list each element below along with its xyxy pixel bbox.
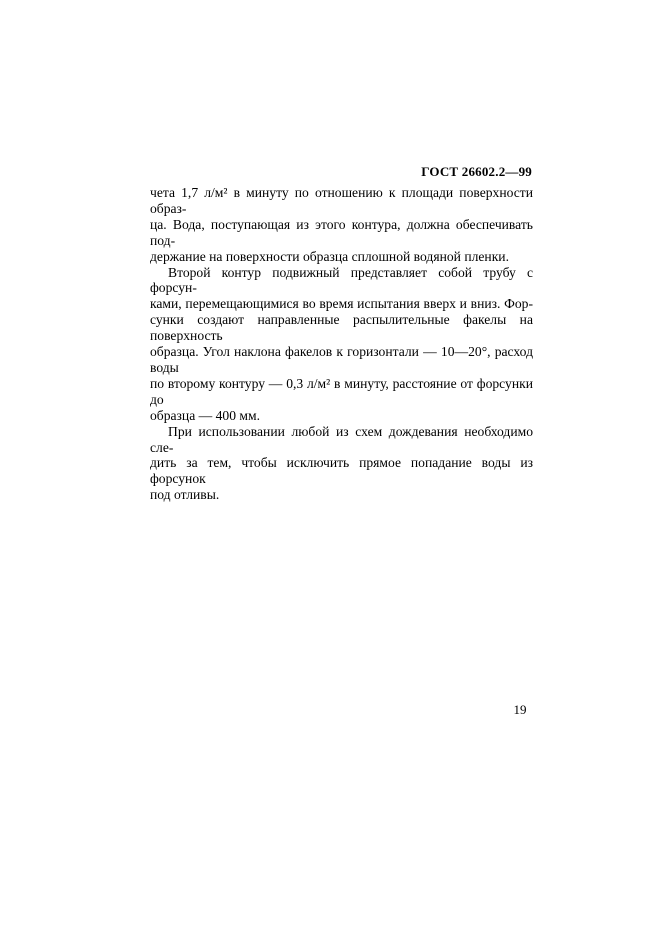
text-line: образца. Угол наклона факелов к горизонтали — 10—20°, расход воды — [150, 344, 533, 375]
text-line: сунки создают направленные распылительные факелы на поверхность — [150, 312, 533, 344]
document-header: ГОСТ 26602.2—99 — [421, 164, 532, 179]
text-line: дить за тем, чтобы исключить прямое попадание воды из форсунок — [150, 455, 533, 487]
text-line: ками, перемещающимися во время испытания вверх и вниз. Фор- — [150, 296, 533, 312]
text-line: ца. Вода, поступающая из этого контура, должна обеспечивать под- — [150, 216, 533, 248]
text-line: образца — 400 мм. — [150, 407, 261, 423]
text-line: держание на поверхности образца сплошной водяной пленки. — [150, 248, 509, 264]
text-line: Второй контур подвижный представляет собой трубу с форсун- — [150, 264, 533, 296]
page-number: 19 — [513, 702, 527, 717]
text-line: При использовании любой из схем дождевания необходимо сле- — [150, 423, 533, 455]
text-line: чета 1,7 л/м² в минуту по отношению к площади поверхности образ- — [150, 185, 533, 216]
text-line: под отливы. — [150, 487, 220, 503]
text-line: по второму контуру — 0,3 л/м² в минуту, расстояние от форсунки до — [150, 375, 533, 407]
body-text — [150, 185, 533, 503]
